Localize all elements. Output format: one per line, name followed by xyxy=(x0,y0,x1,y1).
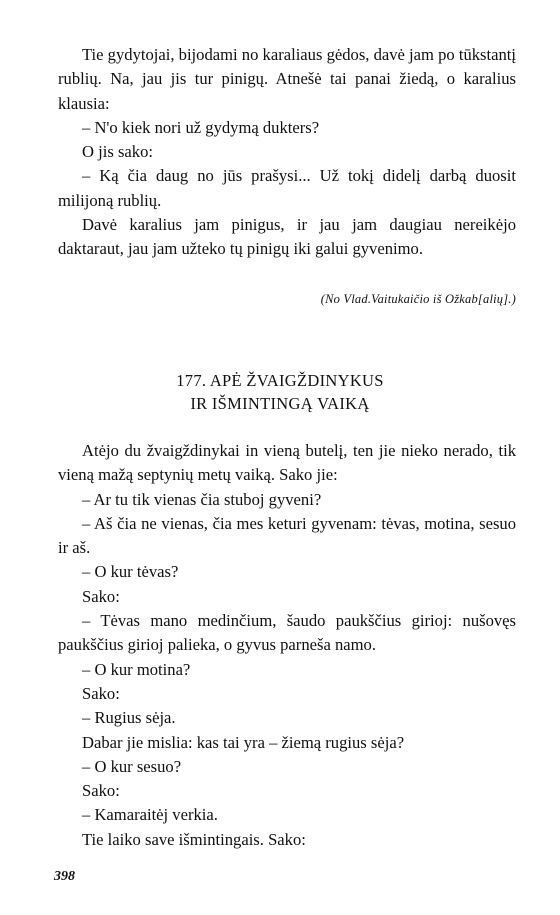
page-number: 398 xyxy=(54,869,75,884)
paragraph: Dabar jie mislia: kas tai yra – žiemą rugius sėja? xyxy=(82,732,405,752)
paragraph: Sako: xyxy=(82,683,120,703)
paragraph: – Rugius sėja. xyxy=(82,708,176,728)
paragraph: – Tėvas mano medinčium, šaudo paukščius girioj: nušovęs paukščius girioj palieka, o gyvus parneša namo. xyxy=(58,611,516,655)
story-text xyxy=(58,439,516,852)
paragraph: – O kur tėvas? xyxy=(82,562,179,582)
source-attribution: (No Vlad.Vaitukaičio iš Ožkab[alių].) xyxy=(320,292,516,306)
paragraph: – N'o kiek nori už gydymą dukters? xyxy=(82,117,320,137)
paragraph: – Kamaraitėj verkia. xyxy=(82,805,218,825)
paragraph: Tie laiko save išmintingais. Sako: xyxy=(82,829,306,849)
paragraph: Sako: xyxy=(82,781,120,801)
paragraph: Atėjo du žvaigždinykai in vieną butelį, ten jie nieko nerado, tik vieną mažą septynių metų vaiką. Sako jie: xyxy=(58,441,516,485)
paragraph: – O kur sesuo? xyxy=(82,756,182,776)
heading-line-1: 177. APĖ ŽVAIGŽDINYKUS xyxy=(176,371,384,390)
paragraph: – Ką čia daug no jūs prašysi... Už tokį didelį darbą duosit milijoną rublių. xyxy=(58,166,516,210)
paragraph: – Ar tu tik vienas čia stuboj gyveni? xyxy=(82,489,322,509)
paragraph: Sako: xyxy=(82,586,120,606)
paragraph: – O kur motina? xyxy=(82,659,191,679)
paragraph: Davė karalius jam pinigus, ir jau jam daugiau nereikėjo daktaraut, jau jam užteko tų pinigų iki galui gyvenimo. xyxy=(58,215,516,259)
story-ending-text xyxy=(58,43,516,262)
paragraph: O jis sako: xyxy=(82,142,153,162)
paragraph: Tie gydytojai, bijodami no karaliaus gėdos, davė jam po tūkstantį rublių. Na, jau jis tur pinigų. Atnešė tai panai žiedą, o karalius klausia: xyxy=(58,45,516,113)
paragraph: – Aš čia ne vienas, čia mes keturi gyvenam: tėvas, motina, sesuo ir aš. xyxy=(58,513,516,558)
story-heading xyxy=(0,369,560,415)
heading-line-2: IR IŠMINTINGĄ VAIKĄ xyxy=(190,394,370,413)
